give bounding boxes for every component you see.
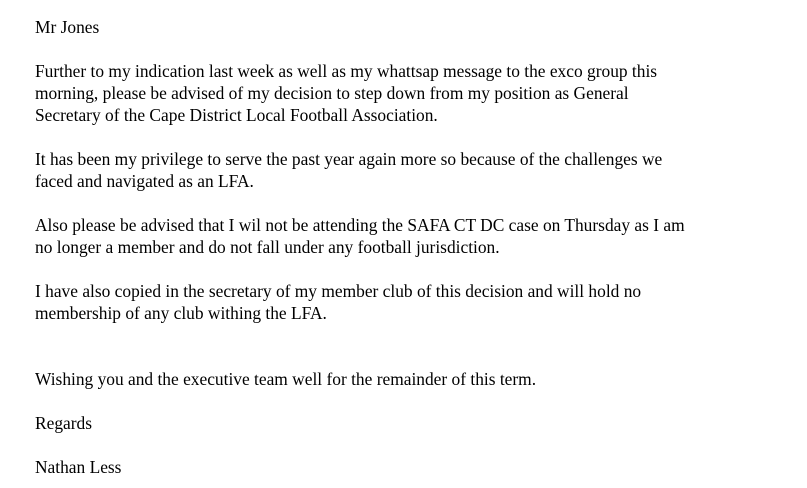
paragraph-privilege — [35, 148, 795, 192]
paragraph-line: no longer a member and do not fall under any football jurisdiction. — [35, 237, 500, 257]
paragraph-line: membership of any club withing the LFA. — [35, 303, 327, 323]
paragraph-resignation — [35, 60, 795, 126]
paragraph-line: Secretary of the Cape District Local Football Association. — [35, 105, 438, 125]
paragraph-line: faced and navigated as an LFA. — [35, 171, 254, 191]
salutation: Mr Jones — [35, 17, 100, 37]
paragraph-line: Also please be advised that I wil not be attending the SAFA CT DC case on Thursday as I am — [35, 215, 685, 235]
paragraph-copied-secretary — [35, 280, 795, 324]
paragraph-line: I have also copied in the secretary of my member club of this decision and will hold no — [35, 281, 642, 301]
paragraph-line: It has been my privilege to serve the past year again more so because of the challenges we — [35, 149, 663, 169]
signature-name: Nathan Less — [35, 457, 122, 477]
paragraph-line: morning, please be advised of my decision to step down from my position as General — [35, 83, 629, 103]
paragraph-not-attending — [35, 214, 795, 258]
email-letter-body — [35, 16, 795, 478]
paragraph-well-wishes: Wishing you and the executive team well for the remainder of this term. — [35, 369, 537, 389]
paragraph-line: Further to my indication last week as well as my whattsap message to the exco group this — [35, 61, 658, 81]
closing: Regards — [35, 413, 92, 433]
